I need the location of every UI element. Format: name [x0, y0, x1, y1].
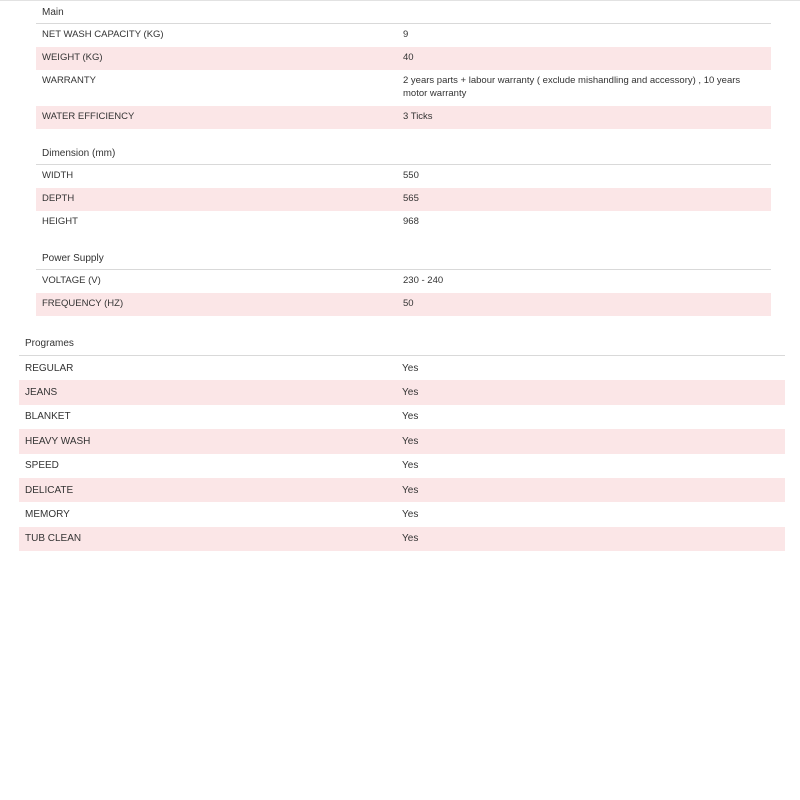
programme-label: DELICATE	[25, 484, 74, 496]
spec-value: 550	[403, 170, 419, 182]
programme-row	[19, 405, 785, 429]
spec-label: WEIGHT (KG)	[42, 52, 103, 64]
programme-value: Yes	[402, 387, 419, 399]
programme-label: JEANS	[25, 387, 58, 399]
programme-row	[19, 478, 785, 502]
spec-row	[36, 106, 771, 129]
programme-label: REGULAR	[25, 362, 74, 374]
section-header-power-supply: Power Supply	[36, 234, 771, 270]
spec-table	[36, 1, 771, 316]
spec-label: NET WASH CAPACITY (KG)	[42, 29, 164, 41]
section-header-main: Main	[36, 1, 771, 24]
spec-value: 968	[403, 216, 419, 228]
spec-value: 3 Ticks	[403, 111, 433, 123]
programme-value: Yes	[402, 533, 419, 545]
spec-row	[36, 188, 771, 211]
spec-value: 2 years parts + labour warranty ( exclude mishandling and accessory) , 10 years motor warranty	[403, 75, 741, 99]
spec-label: FREQUENCY (HZ)	[42, 298, 124, 310]
programmes-table	[19, 332, 785, 551]
programme-value: Yes	[402, 362, 419, 374]
programme-value: Yes	[402, 411, 419, 423]
spec-row	[36, 293, 771, 316]
programme-value: Yes	[402, 435, 419, 447]
spec-row	[36, 24, 771, 47]
programme-value: Yes	[402, 484, 419, 496]
spec-value: 230 - 240	[403, 275, 444, 287]
programme-value: Yes	[402, 509, 419, 521]
programme-label: SPEED	[25, 460, 59, 472]
spec-row	[36, 211, 771, 234]
programme-row	[19, 527, 785, 551]
section-header-dimension: Dimension (mm)	[36, 129, 771, 165]
spec-value: 9	[403, 29, 409, 41]
programme-label: BLANKET	[25, 411, 71, 423]
spec-label: DEPTH	[42, 193, 75, 205]
programme-label: HEAVY WASH	[25, 435, 91, 447]
spec-row	[36, 165, 771, 188]
spec-value: 40	[403, 52, 414, 64]
spec-row	[36, 47, 771, 70]
spec-value: 565	[403, 193, 419, 205]
programme-row	[19, 454, 785, 478]
spec-label: WATER EFFICIENCY	[42, 111, 135, 123]
programme-row	[19, 502, 785, 526]
spec-label: HEIGHT	[42, 216, 78, 228]
spec-label: WARRANTY	[42, 75, 97, 86]
programme-row	[19, 356, 785, 380]
spec-row	[36, 270, 771, 293]
programme-row	[19, 429, 785, 453]
programme-value: Yes	[402, 460, 419, 472]
spec-label: VOLTAGE (V)	[42, 275, 101, 287]
programme-label: MEMORY	[25, 509, 70, 521]
programme-label: TUB CLEAN	[25, 533, 82, 545]
spec-value: 50	[403, 298, 414, 310]
section-header-programmes: Programes	[19, 332, 785, 356]
spec-row	[36, 70, 771, 106]
programme-row	[19, 380, 785, 404]
spec-label: WIDTH	[42, 170, 74, 182]
